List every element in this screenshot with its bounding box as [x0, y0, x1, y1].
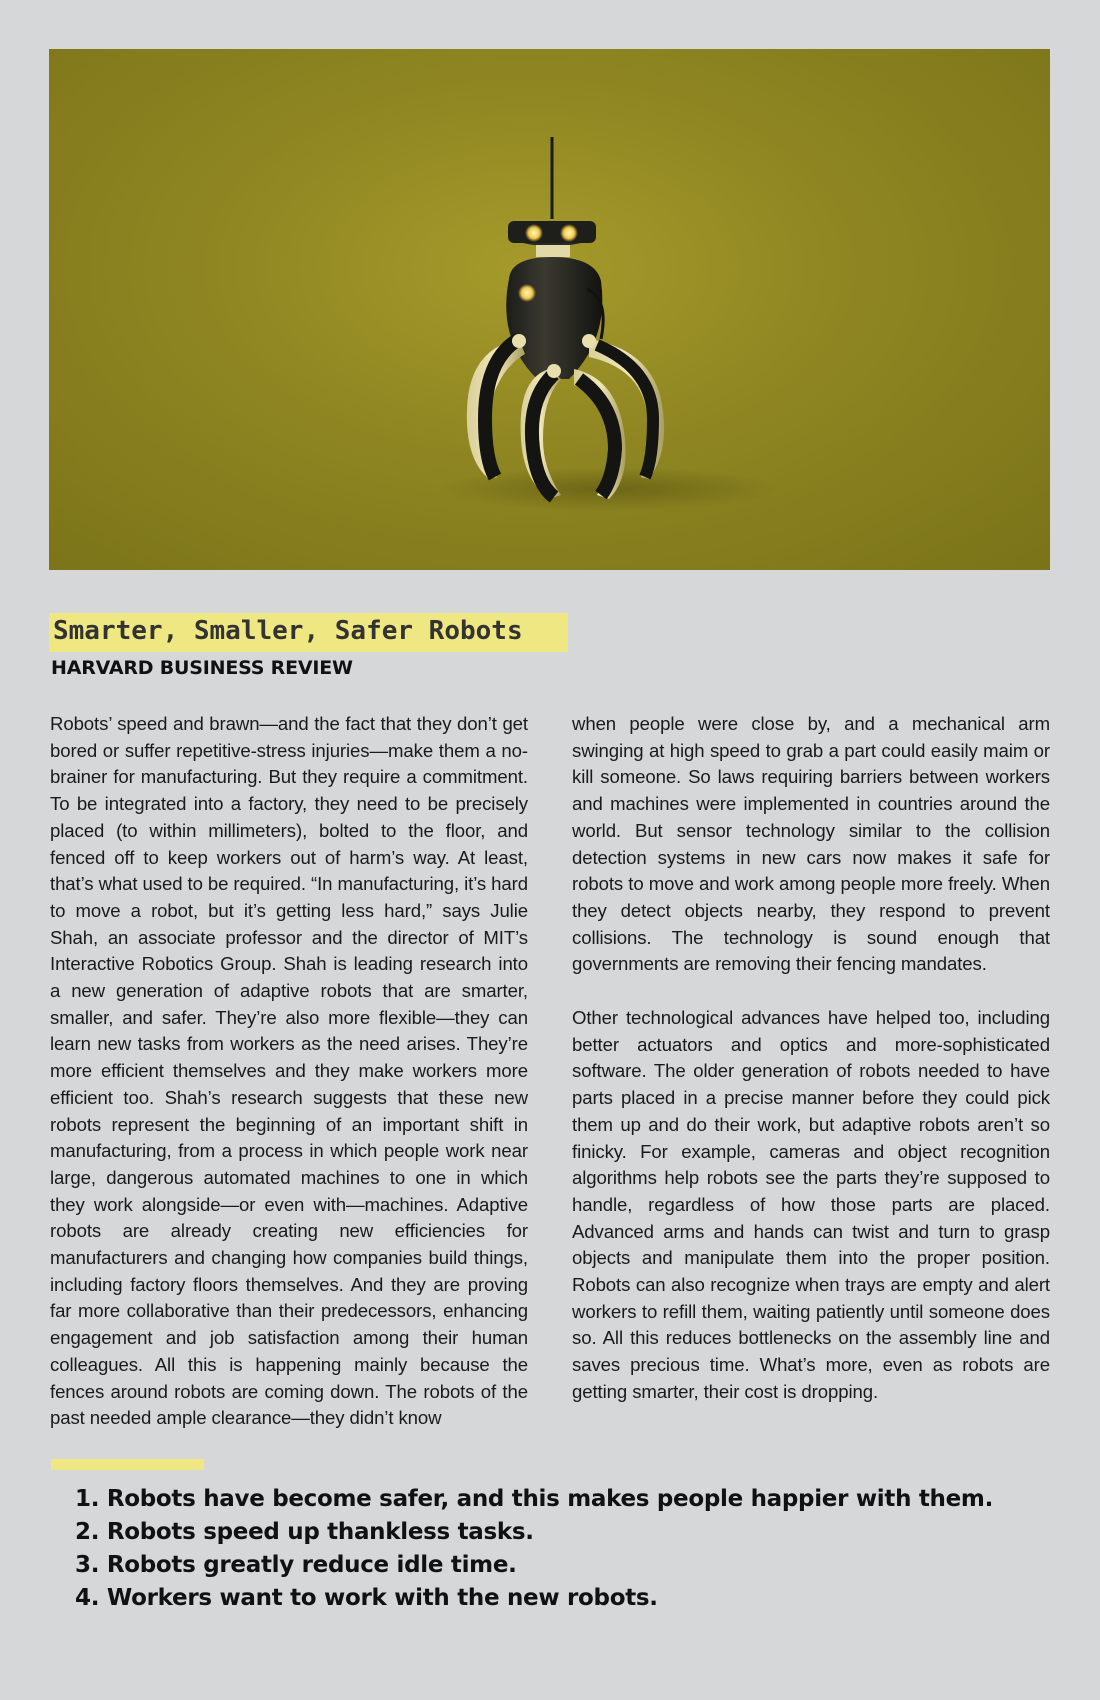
list-item: 2. Robots speed up thankless tasks.	[75, 1519, 534, 1545]
list-item: 4. Workers want to work with the new robots.	[75, 1585, 658, 1611]
accent-bar	[51, 1459, 204, 1470]
article-column-left	[50, 711, 528, 1432]
article-source: HARVARD BUSINESS REVIEW	[51, 657, 353, 679]
paragraph: when people were close by, and a mechanical arm swinging at high speed to grab a part could easily maim or kill someone. So laws requiring barriers between workers and machines were implemented in countries around the world. But sensor technology similar to the collision detection systems in new cars now makes it safe for robots to move and work among people more freely. When they detect objects nearby, they respond to prevent collisions. The technology is sound enough that governments are removing their fencing mandates.	[572, 713, 1050, 975]
paragraph: Robots’ speed and brawn—and the fact that they don’t get bored or suffer repetitive-stress injuries—make them a no-brainer for manufacturing. But they require a commitment. To be integrated into a factory, they need to be precisely placed (to within millimeters), bolted to the floor, and fenced off to keep workers out of harm’s way. At least, that’s what used to be required. “In manufacturing, it’s hard to move a robot, but it’s getting less hard,” says Julie Shah, an associate professor and the director of MIT’s Interactive Robotics Group. Shah is leading research into a new generation of adaptive robots that are smarter, smaller, and safer. They’re also more flexible—they can learn new tasks from workers as the need arises. They’re more efficient themselves and they make workers more efficient too. Shah’s research suggests that these new robots represent the beginning of an important shift in manufacturing, from a process in which people work near large, dangerous automated machines to one in which they work alongside—or even with—machines. Adaptive robots are already creating new efficiencies for manufacturers and changing how companies build things, including factory floors themselves. And they are proving far more collaborative than their predecessors, enhancing engagement and job satisfaction among their human colleagues. All this is happening mainly because the fences around robots are coming down. The robots of the past needed ample clearance—they didn’t know	[50, 713, 528, 1429]
article-title: Smarter, Smaller, Safer Robots	[53, 616, 523, 646]
hero-image	[49, 49, 1050, 570]
list-item: 1. Robots have become safer, and this makes people happier with them.	[75, 1486, 994, 1512]
robot-illustration	[49, 49, 1050, 570]
paragraph: Other technological advances have helped too, including better actuators and optics and more-sophisticated software. The older generation of robots needed to have parts placed in a precise manner before they could pick them up and do their work, but adaptive robots aren’t so finicky. For example, cameras and object recognition algorithms help robots see the parts they’re supposed to handle, regardless of how those parts are placed. Advanced arms and hands can twist and turn to grasp objects and manipulate them into the proper position. Robots can also recognize when trays are empty and alert workers to refill them, waiting patiently until someone does so. All this reduces bottlenecks on the assembly line and saves precious time. What’s more, even as robots are getting smarter, their cost is dropping.	[572, 1007, 1050, 1402]
takeaways-list	[75, 1483, 993, 1615]
article-column-right	[572, 711, 1050, 1406]
list-item: 3. Robots greatly reduce idle time.	[75, 1552, 517, 1578]
title-highlight	[49, 613, 568, 652]
